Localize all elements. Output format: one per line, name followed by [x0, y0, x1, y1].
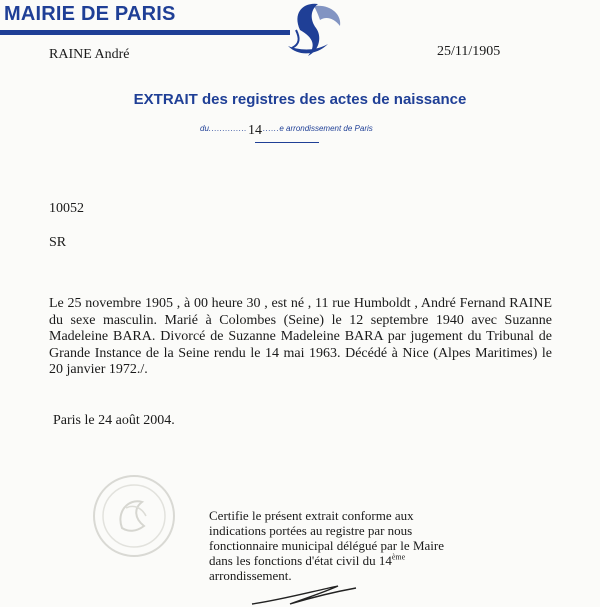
district-dots-right: ...... — [263, 124, 280, 133]
district-number: 14 — [248, 123, 263, 138]
paris-logo-icon — [270, 0, 350, 62]
place-date: Paris le 24 août 2004. — [53, 413, 175, 428]
district-suffix: e arrondissement de Paris — [279, 124, 373, 133]
certification-district-sup: ème — [391, 552, 406, 562]
certification-body: Certifie le présent extrait conforme aux indications portées au registre par nous fonctionnaire municipal délégué par le Maire dans les fonctions d'état civil du — [209, 508, 444, 568]
clerk-initials: SR — [49, 235, 67, 250]
certification-district-number: 14 — [378, 553, 392, 568]
district-line — [200, 120, 373, 136]
district-rule — [255, 142, 319, 143]
embossed-seal-icon — [86, 468, 182, 564]
signature-icon — [250, 582, 360, 607]
person-name: RAINE André — [49, 47, 130, 62]
record-date: 25/11/1905 — [437, 44, 501, 59]
header-title: MAIRIE DE PARIS — [4, 3, 176, 25]
birth-record-text: Le 25 novembre 1905 , à 00 heure 30 , est né , 11 rue Humboldt , André Fernand RAINE du sexe masculin. Marié à Colombes (Seine) le 12 septembre 1940 avec Suzanne Madeleine BARA. Divorcé de Suzanne Madeleine BARA par jugement du Tribunal de Grande Instance de la Seine rendu le 14 mai 1963. Décédé à Nice (Alpes Maritimes) le 20 janvier 1972./. — [49, 296, 552, 377]
document-title: EXTRAIT des registres des actes de naissance — [133, 91, 467, 108]
district-dots-left: .............. — [208, 124, 248, 133]
certification-district-suffix: arrondissement. — [209, 568, 292, 583]
register-number: 10052 — [49, 201, 84, 216]
district-prefix: du — [200, 124, 209, 133]
certification-text — [209, 508, 454, 583]
header-rule — [0, 30, 290, 35]
